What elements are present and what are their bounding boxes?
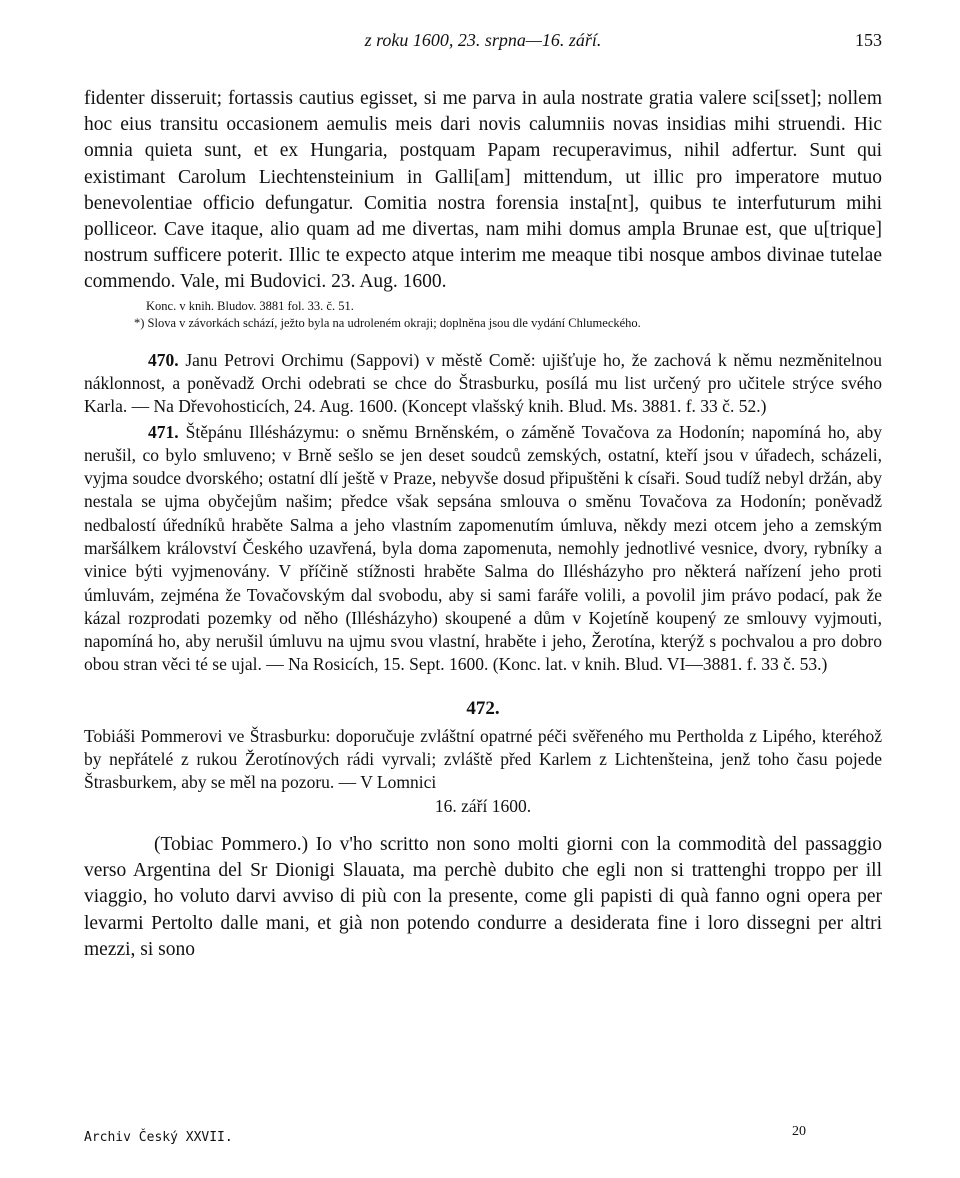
latin-letter-text: fidenter disseruit; fortassis cautius egisset, si me parva in aula nostrate gratia valere sci[sset]; nollem hoc eius transitu occasionem aemulis meis dari novis calumniis novas insidias mihi struendi. Hic omnia quieta sunt, et ex Hungaria, postquam Papam recuperavimus, nihil adfertur. Sunt qui existimant Carolum Liechtensteinium in Galli[am] mittendum, ut illic pro imperatore mutuo benevolentiae officio defungatur. Comitia nostra forensia insta[nt], quibus te interfuturum mihi polliceor. Cave itaque, alio quam ad me divertas, nam mihi domus ampla Brunae est, que u[trique] nostrum sufficere poterit. Illic te expecto atque interim me meaque tibi nosque ambos divinae tutelae commendo. Vale, mi Budovici. 23. Aug. 1600.: [84, 88, 882, 293]
document-place-date: 16. září 1600.: [434, 795, 532, 816]
running-title: z roku 1600, 23. srpna—16. září.: [364, 30, 602, 50]
running-head: [84, 30, 882, 58]
document-number: 472.: [466, 697, 500, 719]
document-summary: Tobiáši Pommerovi ve Štrasburku: doporučuje zvláštní opatrné péči svěřeného mu Pertholda z Lipého, kteréhož by nepřátelé z rukou Žerotínových rádi vyrvali; zvláště před Karlem z Lichtenšteina, jenž toho času pojede Štrasburkem, aby se měl na pozoru. — V Lomnici: [84, 725, 882, 793]
footnote: *) Slova v závorkách schází, ježto byla na udroleném okraji; doplněna jsou dle vydání Chlumeckého.: [134, 315, 641, 330]
document-page: [84, 30, 882, 963]
entry-471: [84, 421, 882, 677]
printer-signature: Archiv Český XXVII.: [84, 1130, 233, 1145]
entry-number: 471.: [148, 421, 179, 442]
body-text: [84, 86, 882, 963]
italian-letter-text: (Tobiac Pommero.) Io v'ho scritto non sono molti giorni con la commodità del passaggio verso Argentina del Sr Dionigi Slauata, ma perchè dubito che egli non si trattenghi troppo per ill viaggio, ho voluto darvi avviso di più con la presente, come gli papisti di quà fanno ogni opera per levarmi Pertolto dalle mani, et già non potendo condurre a desiderata fine i loro dissegni per altri mezzi, si sono: [84, 833, 882, 960]
page-footer: [84, 1124, 806, 1144]
entry-text: Štěpánu Illésházymu: o sněmu Brněnském, o záměně Tovačova za Hodonín; napomíná ho, aby nerušil, co bylo smluveno; v Brně sešlo se jen deset soudců zemských, ostatní, kteří jsou v úřadech, scházeli, vyjma soudce dvorského; ostatní dlí ještě v Praze, nebyvše dosud připuštěni k císaři. Soud tudíž nebyl držán, aby nestala se ujma obyčejům našim; předce však sepsána smlouva o směnu Tovačova za Hodonín; poněvadž nedbalostí úředníků hraběte Salma a jeho vlastním zapomenutím úmluva, někdy mezi otcem jeho a zemským maršálkem království Českého uzavřená, byla doma zapomenuta, nemohly jednotlivé vesnice, dvory, rybníky a vinice býti vyjmenovány. V příčině stížnosti hraběte Salma do Illésházyho pro některá nařízení jeho proti úmluvám, zejména že Tovačovským dal svobodu, aby si sami faráře volili, a povolil jim právo podací, pak že kázal rozprodati pozemky od něho (Illésházyho) skoupené a dům v Kojetíně koupený ze smlouvy vyjmouti, napomíná ho, aby nerušil úmluvu na ujmu svou vlastní, hraběte i jeho, Žerotína, kterýž s pochvalou a pro dobro obou stran věci té se ujal. — Na Rosicích, 15. Sept. 1600. (Konc. lat. v knih. Blud. VI—3881. f. 33 č. 53.): [84, 421, 882, 675]
page-number: 153: [855, 30, 882, 50]
sheet-number: 20: [792, 1124, 806, 1139]
entry-470: [84, 349, 882, 419]
entry-text: Janu Petrovi Orchimu (Sappovi) v městě Comě: ujišťuje ho, že zachová k němu nezměnitelnou náklonnost, a poněvadž Orchi odebrati se chce do Štrasburku, posílá mu list určený pro učitele strýce svého Karla. — Na Dřevohosticích, 24. Aug. 1600. (Koncept vlašský knih. Blud. Ms. 3881. f. 33 č. 52.): [84, 349, 882, 417]
entry-number: 470.: [148, 349, 179, 370]
source-reference: Konc. v knih. Bludov. 3881 fol. 33. č. 51.: [146, 298, 354, 313]
